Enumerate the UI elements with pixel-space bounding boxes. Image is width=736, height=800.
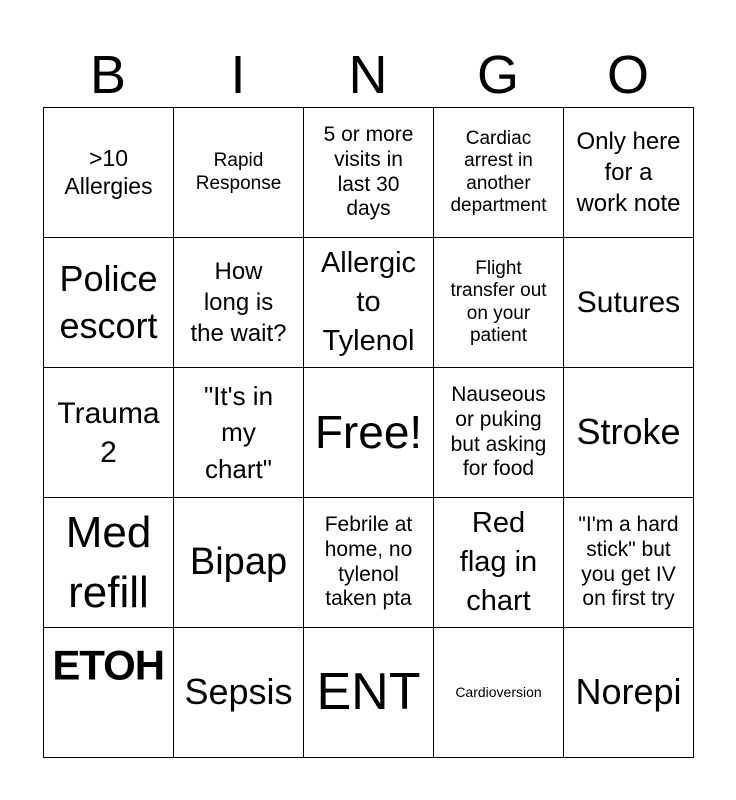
bingo-cell[interactable]	[44, 368, 174, 498]
cell-text: Allergic to Tylenol	[320, 246, 417, 358]
bingo-board	[43, 107, 694, 758]
bingo-cell[interactable]	[564, 498, 694, 628]
free-space-cell[interactable]	[304, 368, 434, 498]
header-letter-g: G	[476, 45, 519, 105]
cell-text: Nauseous or puking but asking for food	[450, 382, 547, 481]
bingo-cell[interactable]	[564, 628, 694, 758]
cell-text: ENT	[316, 662, 421, 721]
bingo-cell[interactable]	[304, 108, 434, 238]
cell-text: Rapid Response	[195, 150, 282, 194]
cell-text: Med refill	[65, 508, 152, 617]
bingo-cell[interactable]	[44, 498, 174, 628]
bingo-cell[interactable]	[564, 238, 694, 368]
header-letter-i: I	[230, 45, 246, 105]
bingo-cell[interactable]	[434, 628, 564, 758]
cell-text: Sutures	[576, 286, 681, 319]
bingo-cell[interactable]	[434, 108, 564, 238]
cell-text: Bipap	[189, 540, 288, 583]
cell-text: Only here for a work note	[576, 127, 681, 218]
cell-text: 5 or more visits in last 30 days	[323, 122, 414, 221]
cell-text: Norepi	[575, 671, 682, 713]
cell-text: Sepsis	[184, 671, 293, 713]
bingo-cell[interactable]	[44, 238, 174, 368]
bingo-cell[interactable]	[174, 368, 304, 498]
bingo-cell[interactable]	[174, 498, 304, 628]
free-space-text: Free!	[314, 406, 423, 459]
bingo-cell[interactable]	[434, 238, 564, 368]
bingo-cell[interactable]	[304, 628, 434, 758]
bingo-cell[interactable]	[174, 108, 304, 238]
bingo-cell[interactable]	[44, 628, 174, 758]
cell-text: Red flag in chart	[459, 506, 538, 618]
cell-text: Cardiac arrest in another department	[450, 127, 547, 216]
cell-text: Police escort	[59, 257, 158, 346]
bingo-cell[interactable]	[174, 238, 304, 368]
bingo-header	[43, 42, 693, 108]
cell-text: "I'm a hard stick" but you get IV on first try	[578, 512, 679, 611]
bingo-cell[interactable]	[44, 108, 174, 238]
bingo-cell[interactable]	[304, 498, 434, 628]
cell-text: Flight transfer out on your patient	[450, 257, 547, 346]
header-letter-o: O	[606, 45, 649, 105]
cell-text: >10 Allergies	[64, 145, 153, 199]
bingo-cell[interactable]	[564, 368, 694, 498]
cell-text: How long is the wait?	[190, 257, 287, 348]
bingo-cell[interactable]	[304, 238, 434, 368]
cell-text: Trauma 2	[57, 396, 160, 469]
cell-text: Cardioversion	[455, 684, 542, 701]
header-letter-b: B	[89, 45, 127, 105]
bingo-cell[interactable]	[174, 628, 304, 758]
cell-text: Stroke	[576, 411, 681, 453]
bingo-cell[interactable]	[434, 368, 564, 498]
etoh-logo-text: ETOH	[52, 642, 165, 689]
bingo-cell[interactable]	[434, 498, 564, 628]
cell-text: "It's in my chart"	[203, 380, 274, 484]
bingo-cell[interactable]	[564, 108, 694, 238]
cell-text: Febrile at home, no tylenol taken pta	[324, 512, 413, 611]
header-letter-n: N	[348, 45, 388, 105]
